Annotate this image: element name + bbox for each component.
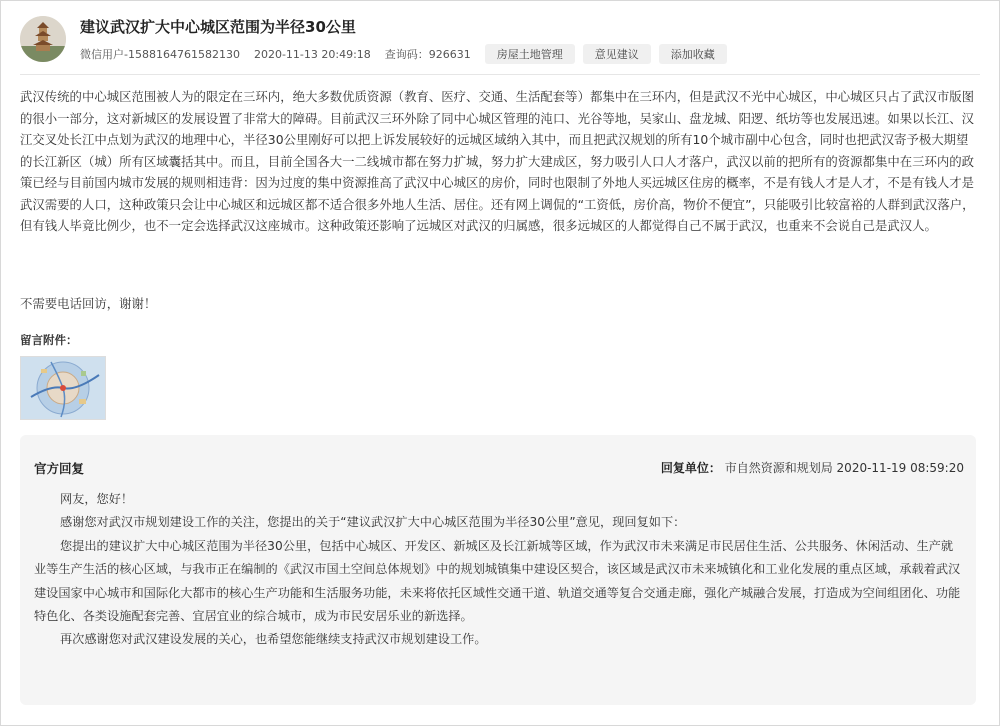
reply-paragraph: 您提出的建议扩大中心城区范围为半径30公里，包括中心城区、开发区、新城区及长江新城等区域，作为武汉市未来满足市民居住生活、公共服务、休闲活动、生产就业等生产生活的核心区域，与我市正在编制的《武汉市国土空间总体规划》中的规划城镇集中建设区契合，该区域是武汉市未来城镇化和工业化发展的重点区域，承载着武汉建设国家中心城市和国际化大都市的核心生产功能和生活服务功能，未来将依托区域性交通干道、轨道交通等复合交通走廊，强化产城融合发展，打造成为空间组团化、功能特色化、各类设施配套完善、宜居宜业的综合城市，成为市民安居乐业的新选择。 bbox=[34, 538, 961, 624]
reply-unit bbox=[661, 459, 964, 476]
city-map-icon bbox=[21, 357, 105, 419]
header-divider bbox=[20, 74, 980, 75]
pagoda-avatar-icon bbox=[20, 16, 66, 62]
reply-unit-label: 回复单位： bbox=[660, 461, 721, 475]
query-code: 查询码：926631 bbox=[384, 48, 471, 61]
tag-suggestion[interactable]: 意见建议 bbox=[583, 44, 651, 64]
post-datetime: 2020-11-13 20:49:18 bbox=[253, 47, 371, 61]
reply-unit-value: 市自然资源和规划局 2020-11-19 08:59:20 bbox=[724, 461, 964, 475]
reply-closing: 再次感谢您对武汉建设发展的关心，也希望您能继续支持武汉市规划建设工作。 bbox=[60, 632, 487, 647]
attachment-thumbnail[interactable] bbox=[20, 356, 106, 420]
reply-paragraph: 感谢您对武汉市规划建设工作的关注，您提出的关于“建议武汉扩大中心城区范围为半径30公里”意见，现回复如下： bbox=[60, 515, 686, 530]
post-header bbox=[20, 10, 980, 66]
post-title: 建议武汉扩大中心城区范围为半径30公里 bbox=[80, 18, 356, 36]
add-favorite-button[interactable]: 添加收藏 bbox=[659, 44, 727, 64]
attachments-label: 留言附件： bbox=[20, 333, 78, 347]
author-name: 微信用户-1588164761582130 bbox=[80, 48, 240, 61]
no-callback-note: 不需要电话回访，谢谢！ bbox=[20, 296, 157, 311]
official-reply-panel bbox=[20, 435, 976, 705]
avatar[interactable] bbox=[20, 16, 66, 62]
post-body: 武汉传统的中心城区范围被人为的限定在三环内，绝大多数优质资源（教育、医疗、交通、生活配套等）都集中在三环内，但是武汉不光中心城区，中心城区只占了武汉市版图的很小一部分，这对新城区的发展设置了非常大的障碍。目前武汉三环外除了同中心城区管理的沌口、光谷等地，吴家山、盘龙城、阳逻、纸坊等也发展迅速。如果以长江、汉江交叉处长江中点划为武汉的地理中心，半径30公里刚好可以把上诉发展较好的远城区域纳入其中，而且把武汉规划的所有10个城市副中心包含，同时也把武汉寄予极大期望的长江新区（城）所有区域囊括其中。而且，目前全国各大一二线城市都在努力扩城，努力扩大建成区，努力吸引人口人才落户，武汉以前的把所有的资源都集中在三环内的政策已经与目前国内城市发展的规则相违背：因为过度的集中资源推高了武汉中心城区的房价，同时也限制了外地人买远城区住房的概率，不是有钱人才是人才，不是有钱人才是武汉需要的人口，这种政策只会让中心城区和远城区都不适合很多外地人生活、居住。还有网上调侃的“工资低，房价高，物价不便宜”，只能吸引比较富裕的人群到武汉落户，但有钱人毕竟比例少，也不一定会选择武汉这座城市。这种政策还影响了远城区对武汉的归属感，很多远城区的人都觉得自己不属于武汉，也重来不会说自己是武汉人。 bbox=[20, 89, 975, 233]
reply-greeting: 网友，您好！ bbox=[60, 492, 134, 506]
tag-housing-land[interactable]: 房屋土地管理 bbox=[485, 44, 575, 64]
reply-heading: 官方回复 bbox=[34, 461, 85, 476]
post-meta bbox=[80, 44, 735, 64]
reply-body bbox=[34, 488, 964, 652]
